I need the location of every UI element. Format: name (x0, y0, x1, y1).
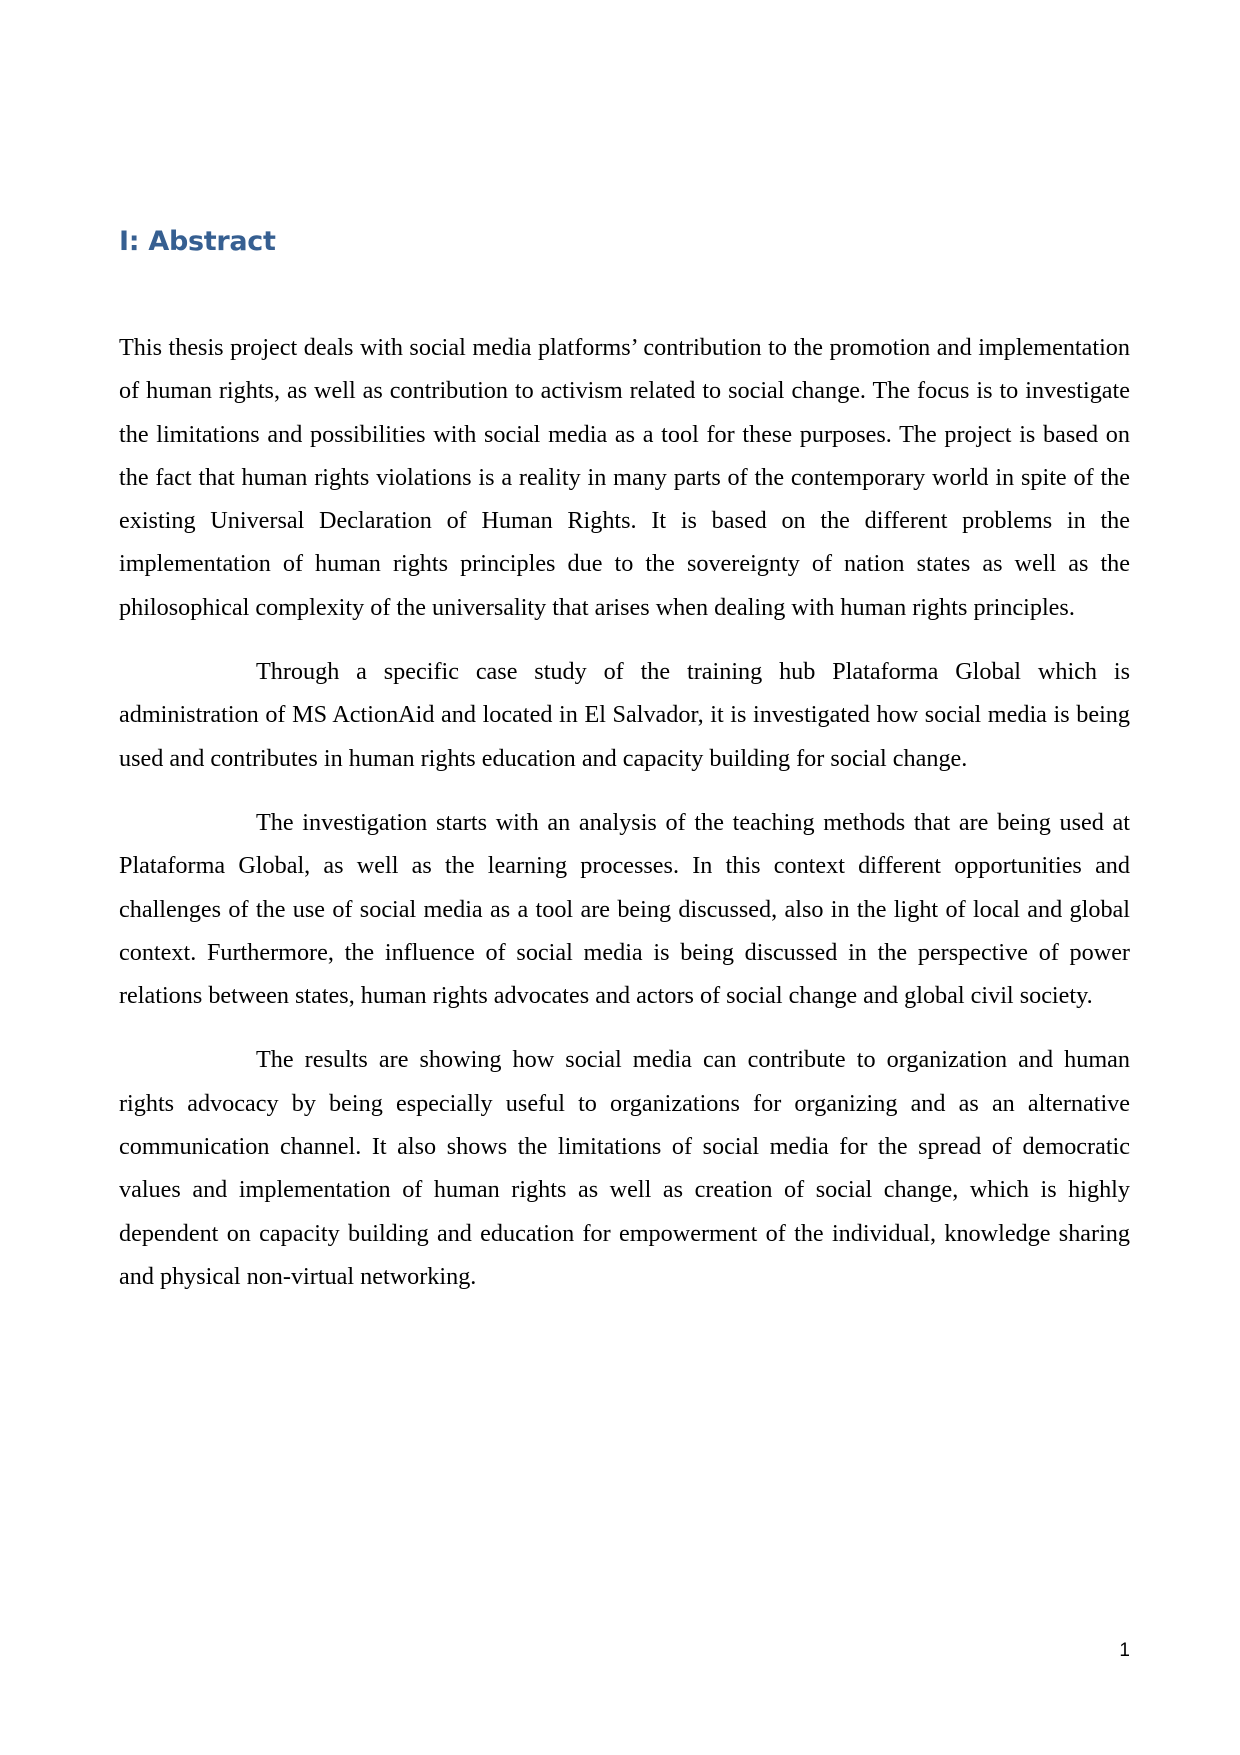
page-number: 1 (1119, 1640, 1130, 1661)
abstract-paragraph-2: Through a specific case study of the training hub Plataforma Global which is administration of MS ActionAid and located in El Salvador, it is investigated how social media is being used and contributes in human rights education and capacity building for social change. (119, 658, 1130, 772)
section-heading: I: Abstract (119, 226, 276, 257)
abstract-paragraph-3: The investigation starts with an analysis of the teaching methods that are being used at Plataforma Global, as well as the learning processes. In this context different opportunities and challenges of the use of social media as a tool are being discussed, also in the light of local and global context. Furthermore, the influence of social media is being discussed in the perspective of power relations between states, human rights advocates and actors of social change and global civil society. (119, 808, 1130, 1010)
abstract-body (119, 326, 1130, 1319)
abstract-paragraph-1: This thesis project deals with social media platforms’ contribution to the promotion and implementation of human rights, as well as contribution to activism related to social change. The focus is to investigate the limitations and possibilities with social media as a tool for these purposes. The project is based on the fact that human rights violations is a reality in many parts of the contemporary world in spite of the existing Universal Declaration of Human Rights. It is based on the different problems in the implementation of human rights principles due to the sovereignty of nation states as well as the philosophical complexity of the universality that arises when dealing with human rights principles. (119, 334, 1130, 621)
abstract-paragraph-4: The results are showing how social media can contribute to organization and human rights advocacy by being especially useful to organizations for organizing and as an alternative communication channel. It also shows the limitations of social media for the spread of democratic values and implementation of human rights as well as creation of social change, which is highly dependent on capacity building and education for empowerment of the individual, knowledge sharing and physical non-virtual networking. (119, 1046, 1130, 1290)
